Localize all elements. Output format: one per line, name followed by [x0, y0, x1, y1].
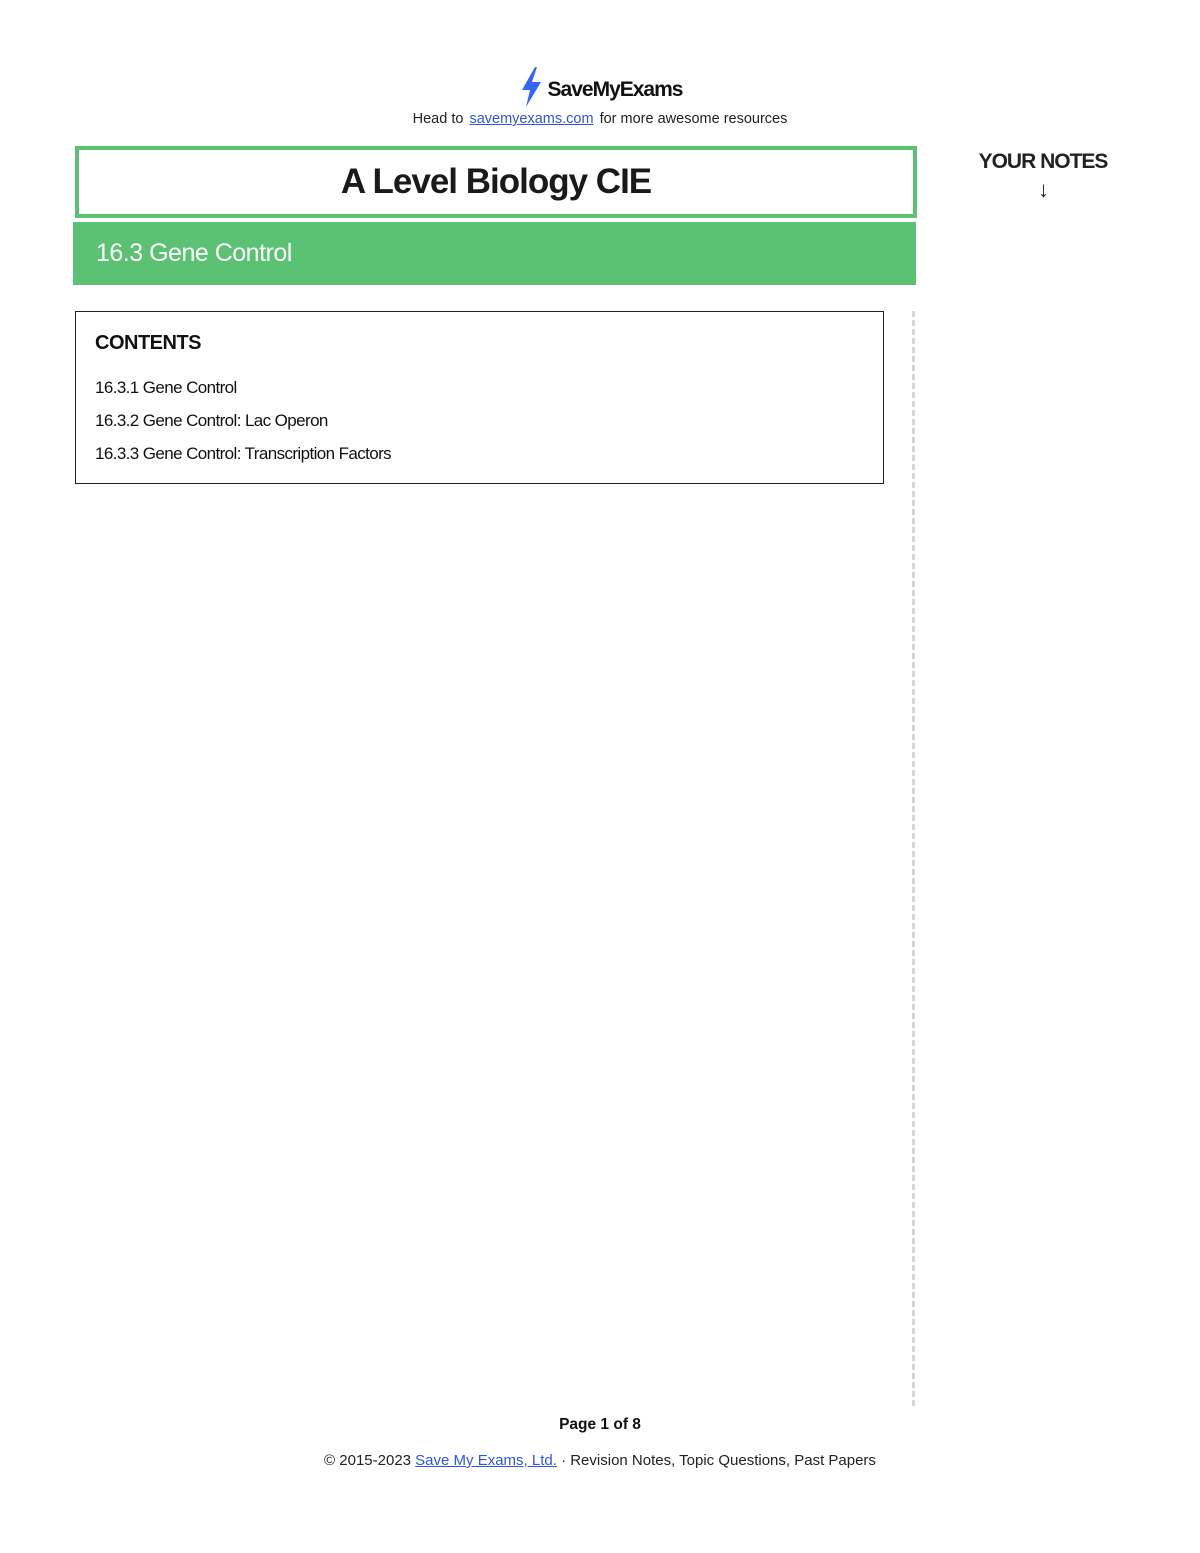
footer-suffix: · Revision Notes, Topic Questions, Past Papers [561, 1452, 876, 1469]
document-title: A Level Biology CIE [340, 162, 652, 201]
tagline-suffix: for more awesome resources [599, 111, 788, 127]
site-link[interactable]: savemyexams.com [469, 111, 594, 127]
document-title-box [75, 146, 917, 218]
contents-item[interactable]: 16.3.2 Gene Control: Lac Operon [95, 411, 328, 430]
company-link[interactable]: Save My Exams, Ltd. [415, 1452, 557, 1469]
contents-heading: CONTENTS [95, 332, 201, 354]
contents-list [95, 371, 391, 470]
tagline-prefix: Head to [412, 111, 464, 127]
copyright-text: © 2015-2023 [324, 1452, 411, 1469]
your-notes-label [965, 148, 1121, 204]
tagline [0, 111, 1200, 127]
notes-divider [912, 311, 915, 1406]
arrow-down-icon: ↓ [1038, 177, 1048, 202]
brand-name: SaveMyExams [547, 77, 683, 101]
contents-item[interactable]: 16.3.1 Gene Control [95, 378, 237, 397]
brand-logo[interactable] [0, 66, 1200, 113]
section-title: 16.3 Gene Control [96, 239, 292, 267]
contents-item[interactable]: 16.3.3 Gene Control: Transcription Factors [95, 444, 392, 463]
contents-box [75, 311, 884, 484]
page-number: Page 1 of 8 [559, 1416, 641, 1433]
footer [0, 1452, 1200, 1469]
your-notes-text: YOUR NOTES [978, 150, 1108, 173]
section-header [73, 222, 916, 285]
lightning-bolt-icon [518, 66, 544, 113]
